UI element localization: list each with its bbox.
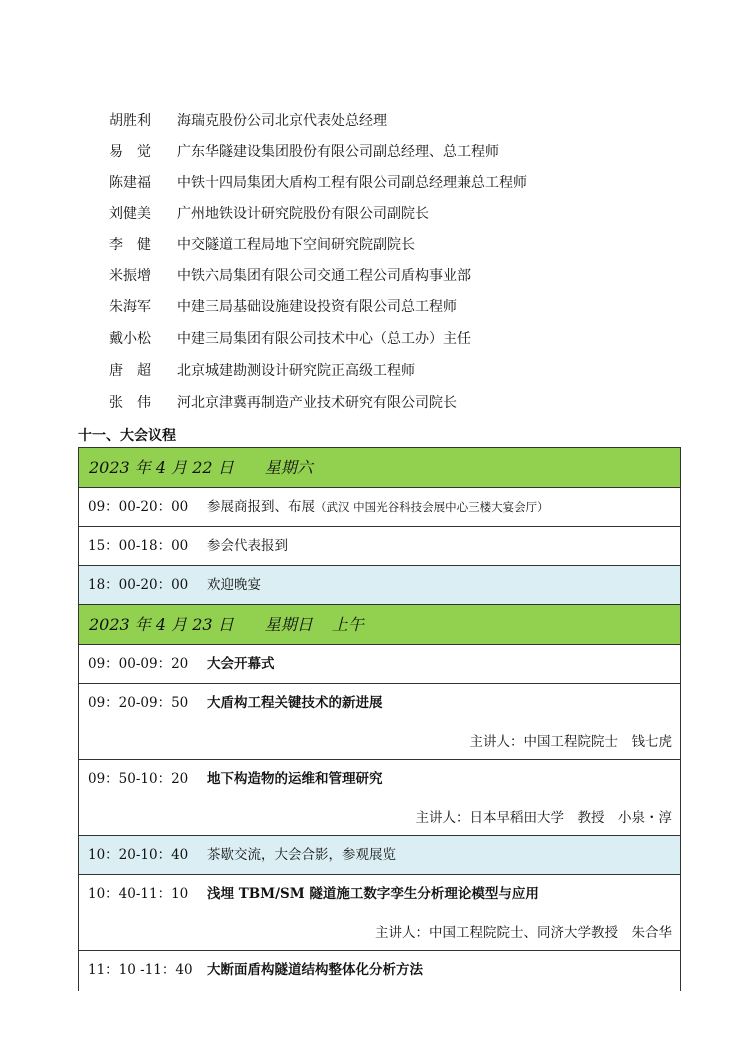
member-row: [0, 293, 750, 321]
member-row: [0, 169, 750, 197]
member-row: [0, 231, 750, 259]
agenda-time: 10：40-11：10: [88, 886, 189, 902]
agenda-time: 09：20-09：50: [88, 695, 189, 711]
agenda-row: [79, 527, 680, 566]
agenda-time: 10：20-10：40: [88, 847, 189, 863]
agenda-title: 欢迎晚宴: [207, 577, 261, 593]
agenda-title: 参会代表报到: [207, 538, 288, 554]
agenda-title: 大盾构工程关键技术的新进展: [207, 695, 383, 711]
member-org: 海瑞克股份公司北京代表处总经理: [177, 113, 387, 129]
member-name: 米振增: [109, 268, 151, 284]
member-name: 胡胜利: [109, 113, 151, 129]
day-half: 上午: [331, 615, 364, 634]
member-name: 唐 超: [109, 363, 151, 379]
member-org: 广东华隧建设集团股份有限公司副总经理、总工程师: [177, 144, 499, 160]
member-name: 戴小松: [109, 331, 151, 347]
member-org: 中建三局基础设施建设投资有限公司总工程师: [177, 299, 457, 315]
member-row: [0, 262, 750, 290]
member-row: [0, 200, 750, 228]
member-name: 李 健: [109, 237, 151, 253]
agenda-title: 地下构造物的运维和管理研究: [207, 771, 383, 787]
agenda-time: 18：00-20：00: [88, 577, 189, 593]
agenda-time: 09：50-10：20: [88, 771, 189, 787]
agenda-note: （武汉 中国光谷科技会展中心三楼大宴会厅）: [315, 500, 549, 514]
agenda-speaker: 主讲人：中国工程院院士、同济大学教授 朱合华: [375, 925, 672, 941]
section-title: 十一、大会议程: [78, 428, 176, 444]
day-header: [79, 605, 680, 645]
agenda-speaker: 主讲人：日本早稻田大学 教授 小泉・淳: [415, 810, 672, 826]
day-weekday: 星期六: [264, 458, 313, 477]
agenda-title: 大断面盾构隧道结构整体化分析方法: [207, 962, 423, 978]
agenda-time: 09：00-20：00: [88, 499, 189, 515]
member-org: 中建三局集团有限公司技术中心（总工办）主任: [177, 331, 471, 347]
member-name: 易 觉: [109, 144, 151, 160]
agenda-row: [79, 836, 680, 875]
member-org: 中铁六局集团有限公司交通工程公司盾构事业部: [177, 268, 471, 284]
agenda-time: 11：10 -11：40: [88, 962, 193, 978]
agenda-row: [79, 645, 680, 684]
agenda-row: [79, 875, 680, 951]
agenda-time: 09：00-09：20: [88, 656, 189, 672]
agenda-row: [79, 488, 680, 527]
member-name: 朱海军: [109, 299, 151, 315]
member-row: [0, 325, 750, 353]
member-org: 中铁十四局集团大盾构工程有限公司副总经理兼总工程师: [177, 175, 527, 191]
agenda-title: 茶歇交流，大会合影，参观展览: [207, 847, 396, 863]
member-name: 陈建福: [109, 175, 151, 191]
agenda-time: 15：00-18：00: [88, 538, 189, 554]
member-org: 中交隧道工程局地下空间研究院副院长: [177, 237, 415, 253]
agenda-title: [207, 488, 549, 526]
day-date: 2023 年 4 月 23 日: [89, 615, 234, 634]
member-row: [0, 138, 750, 166]
member-name: 张 伟: [109, 395, 151, 411]
agenda-row: [79, 951, 680, 991]
member-row: [0, 389, 750, 417]
agenda-title: 大会开幕式: [207, 656, 275, 672]
member-org: 河北京津冀再制造产业技术研究有限公司院长: [177, 395, 457, 411]
agenda-title: 浅埋 TBM/SM 隧道施工数字孪生分析理论模型与应用: [207, 886, 539, 902]
agenda-row: [79, 684, 680, 760]
member-org: 广州地铁设计研究院股份有限公司副院长: [177, 206, 429, 222]
day-weekday: 星期日: [264, 615, 313, 634]
member-name: 刘健美: [109, 206, 151, 222]
day-header: [79, 448, 680, 488]
member-row: [0, 107, 750, 135]
day-date: 2023 年 4 月 22 日: [89, 458, 234, 477]
member-row: [0, 357, 750, 385]
agenda-row: [79, 760, 680, 836]
member-org: 北京城建勘测设计研究院正高级工程师: [177, 363, 415, 379]
agenda-speaker: 主讲人：中国工程院院士 钱七虎: [469, 734, 672, 750]
agenda-table: [78, 447, 681, 991]
agenda-title-text: 参展商报到、布展: [207, 499, 315, 515]
agenda-row: [79, 566, 680, 605]
